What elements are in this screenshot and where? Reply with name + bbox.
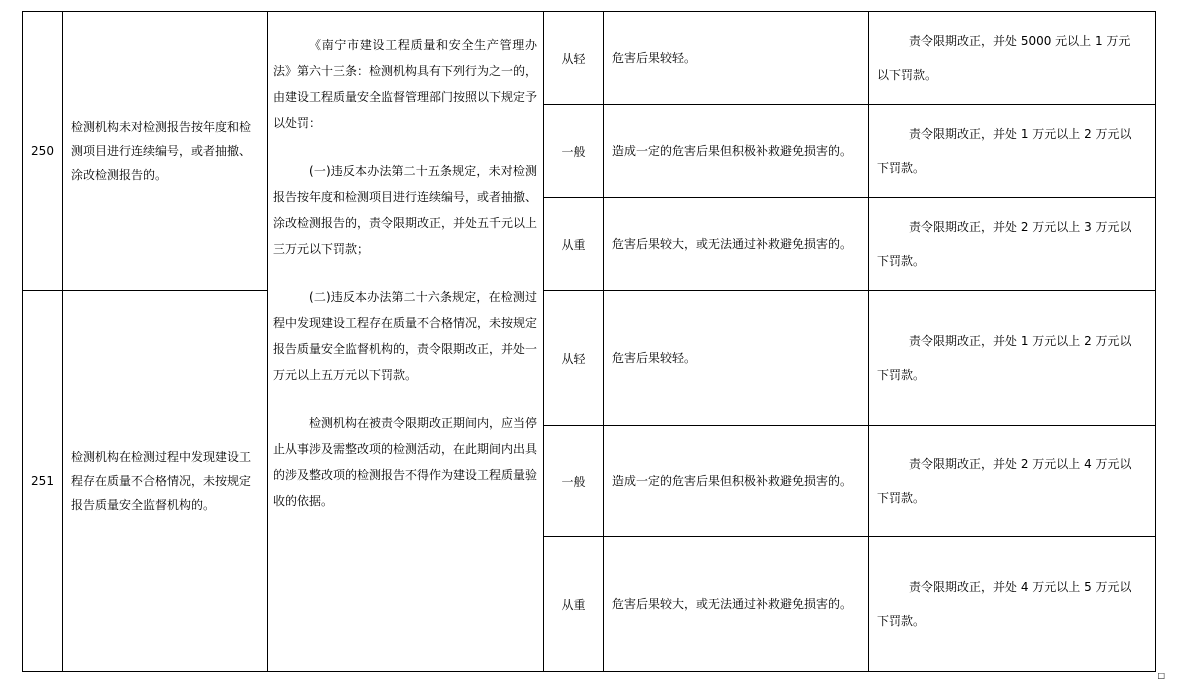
- consequence-cell: [604, 198, 868, 290]
- violation-text: 检测机构未对检测报告按年度和检测项目进行连续编号，或者抽撤、涂改检测报告的。: [71, 120, 252, 182]
- consequence-text: 危害后果较大，或无法通过补救避免损害的。: [612, 597, 853, 611]
- penalty-line: 责令限期改正，并处 5000 元以上 1 万元: [909, 34, 1131, 48]
- penalty-cell: [869, 12, 1155, 104]
- table-border-bottom: [22, 671, 1156, 672]
- consequence-cell: [604, 12, 868, 104]
- level-cell: [544, 537, 603, 671]
- penalty-line: 责令限期改正，并处 1 万元以上 2 万元以: [909, 127, 1132, 141]
- table-border-right: [1155, 11, 1156, 672]
- violation-text: 检测机构在检测过程中发现建设工程存在质量不合格情况，未按规定报告质量安全监督机构的。: [71, 450, 252, 512]
- row-number-cell: [23, 12, 62, 290]
- consequence-text: 造成一定的危害后果但积极补救避免损害的。: [612, 144, 853, 158]
- penalty-line: 下罚款。: [877, 161, 926, 175]
- penalty-cell: [869, 105, 1155, 197]
- penalty-line: 下罚款。: [877, 368, 926, 382]
- consequence-cell: [604, 291, 868, 425]
- level-label: 从重: [561, 237, 586, 252]
- penalty-line: 责令限期改正，并处 4 万元以上 5 万元以: [909, 580, 1132, 594]
- penalty-text: [869, 117, 1140, 185]
- violation-cell: [63, 12, 267, 290]
- consequence-cell: [604, 426, 868, 536]
- level-cell: [544, 291, 603, 425]
- level-label: 从轻: [561, 51, 586, 66]
- legal-basis-para: 《南宁市建设工程质量和安全生产管理办法》第六十三条：检测机构具有下列行为之一的，由建设工程质量安全监督管理部门按照以下规定予以处罚：: [273, 38, 538, 130]
- consequence-text: 造成一定的危害后果但积极补救避免损害的。: [612, 474, 853, 488]
- level-cell: [544, 198, 603, 290]
- violation-cell: [63, 291, 267, 671]
- penalty-cell: [869, 426, 1155, 536]
- level-label: 一般: [561, 474, 586, 489]
- penalty-text: [869, 24, 1138, 92]
- penalty-cell: [869, 198, 1155, 290]
- penalty-line: 下罚款。: [877, 491, 926, 505]
- consequence-text: 危害后果较大，或无法通过补救避免损害的。: [612, 237, 853, 251]
- level-label: 从轻: [561, 351, 586, 366]
- penalty-cell: [869, 537, 1155, 671]
- consequence-text: 危害后果较轻。: [612, 51, 697, 65]
- level-label: 一般: [561, 144, 586, 159]
- row-number: 250: [31, 144, 54, 158]
- consequence-cell: [604, 105, 868, 197]
- legal-basis-para: (一)违反本办法第二十五条规定，未对检测报告按年度和检测项目进行连续编号，或者抽撤、涂改检测报告的，责令限期改正，并处五千元以上三万元以下罚款；: [273, 164, 538, 256]
- penalty-line: 责令限期改正，并处 2 万元以上 4 万元以: [909, 457, 1132, 471]
- legal-basis-cell: [268, 12, 543, 671]
- legal-basis-para: 检测机构在被责令限期改正期间内，应当停止从事涉及需整改项的检测活动，在此期间内出具的涉及整改项的检测报告不得作为建设工程质量验收的依据。: [273, 416, 538, 508]
- level-cell: [544, 12, 603, 104]
- penalty-line: 下罚款。: [877, 254, 926, 268]
- level-cell: [544, 105, 603, 197]
- paragraph-end-mark: □: [1157, 671, 1165, 680]
- consequence-text: 危害后果较轻。: [612, 351, 697, 365]
- penalty-line: 责令限期改正，并处 2 万元以上 3 万元以: [909, 220, 1132, 234]
- level-label: 从重: [561, 597, 586, 612]
- penalty-text: [869, 324, 1140, 392]
- row-number-cell: [23, 291, 62, 671]
- penalty-text: [869, 447, 1140, 515]
- consequence-cell: [604, 537, 868, 671]
- penalty-line: 下罚款。: [877, 614, 926, 628]
- penalty-text: [869, 210, 1140, 278]
- penalty-text: [869, 570, 1140, 638]
- legal-basis-para: (二)违反本办法第二十六条规定，在检测过程中发现建设工程存在质量不合格情况，未按规定报告质量安全监督机构的，责令限期改正，并处一万元以上五万元以下罚款。: [273, 290, 538, 382]
- penalty-line: 责令限期改正，并处 1 万元以上 2 万元以: [909, 334, 1132, 348]
- level-cell: [544, 426, 603, 536]
- penalty-line: 以下罚款。: [877, 68, 938, 82]
- row-number: 251: [31, 474, 54, 488]
- penalty-cell: [869, 291, 1155, 425]
